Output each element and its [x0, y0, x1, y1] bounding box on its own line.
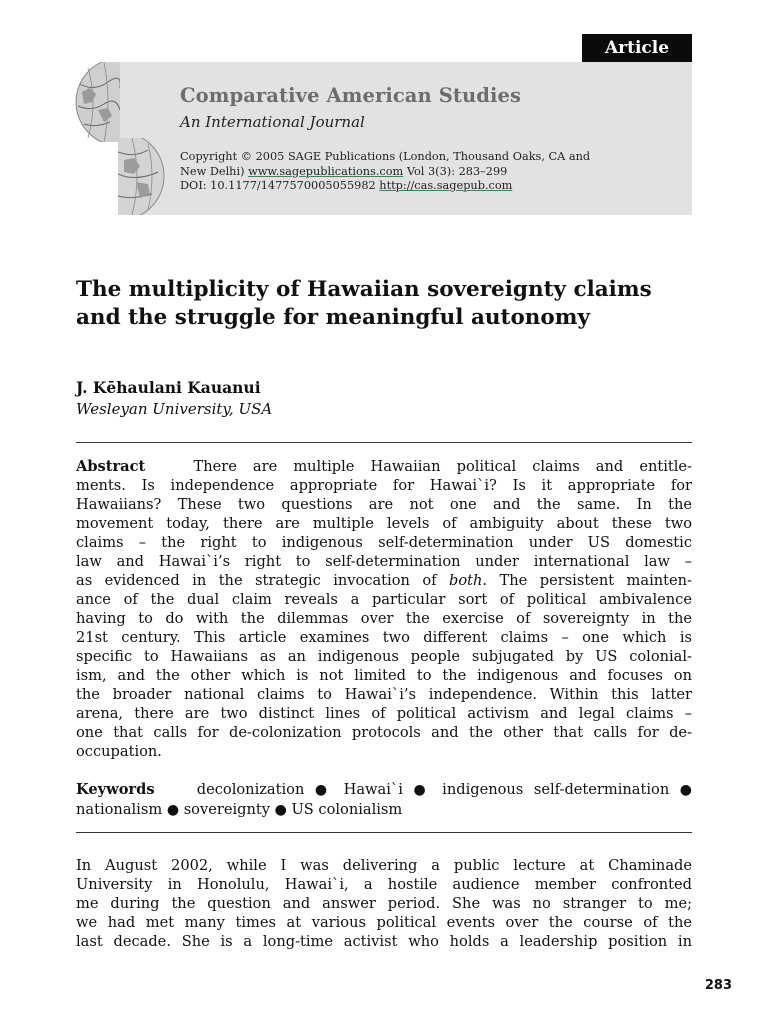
body-line: last decade. She is a long-time activist who holds a leadership position in [76, 933, 692, 950]
doi-line: DOI: 10.1177/1477570005055982 http://cas.sagepub.com [180, 179, 513, 192]
body-line: me during the question and answer period. She was no stranger to me; [76, 895, 692, 912]
abstract-line: arena, there are two distinct lines of political activism and legal claims – [76, 705, 692, 722]
journal-subtitle: An International Journal [180, 113, 365, 131]
abstract-line: Abstract There are multiple Hawaiian political claims and entitle- [76, 458, 692, 475]
keyword: Hawai`i [343, 781, 403, 798]
keyword: nationalism [76, 801, 163, 818]
journal-title: Comparative American Studies [180, 84, 522, 107]
keyword: US colonialism [291, 801, 403, 818]
globe-emblem-bottom [118, 138, 166, 215]
keyword: indigenous self-determination [442, 781, 670, 798]
abstract-line: movement today, there are multiple levels of ambiguity about these two [76, 515, 692, 532]
abstract-line: occupation. [76, 743, 162, 760]
body-text [76, 856, 692, 951]
keywords-line: nationalism ● sovereignty ● US colonialism [76, 801, 403, 818]
article-type-badge: Article [582, 34, 692, 62]
abstract-line: 21st century. This article examines two different claims – one which is [76, 629, 692, 646]
author-affiliation: Wesleyan University, USA [76, 400, 273, 418]
abstract-line: specific to Hawaiians as an indigenous people subjugated by US colonial- [76, 648, 692, 665]
abstract-line: the broader national claims to Hawai`i’s independence. Within this latter [76, 686, 692, 703]
page-number: 283 [704, 978, 732, 993]
abstract [76, 457, 692, 761]
publisher-link[interactable]: www.sagepublications.com [248, 164, 404, 178]
abstract-line: Hawaiians? These two questions are not one and the same. In the [76, 496, 692, 513]
abstract-line: ance of the dual claim reveals a particular sort of political ambivalence [76, 591, 692, 608]
keywords-line: Keywords decolonization ● Hawai`i ● indigenous self-determination ● [76, 781, 693, 798]
article-title: The multiplicity of Hawaiian sovereignty claims and the struggle for meaningful autonomy [76, 277, 652, 330]
body-line: In August 2002, while I was delivering a public lecture at Chaminade [76, 857, 692, 874]
abstract-line: having to do with the dilemmas over the exercise of sovereignty in the [76, 610, 692, 627]
globe-emblem-top [74, 62, 120, 142]
keywords [76, 780, 692, 820]
keyword: sovereignty [183, 801, 270, 818]
abstract-line: as evidenced in the strategic invocation of both. The persistent mainten- [76, 572, 692, 589]
abstract-line: one that calls for de-colonization protocols and the other that calls for de- [76, 724, 692, 741]
abstract-label: Abstract [76, 458, 146, 475]
publisher-line: New Delhi) www.sagepublications.com Vol 3(3): 283–299 [180, 164, 508, 178]
copyright-line: Copyright © 2005 SAGE Publications (London, Thousand Oaks, CA and [180, 150, 591, 163]
abstract-line: law and Hawai`i’s right to self-determination under international law – [76, 553, 692, 570]
divider-top [76, 442, 692, 443]
author-name: J. Kēhaulani Kauanui [76, 378, 261, 397]
divider-bottom [76, 832, 692, 833]
abstract-line: ism, and the other which is not limited to the indigenous and focuses on [76, 667, 692, 684]
body-line: we had met many times at various political events over the course of the [76, 914, 692, 931]
body-line: University in Honolulu, Hawai`i, a hostile audience member confronted [76, 876, 692, 893]
journal-link[interactable]: http://cas.sagepub.com [379, 179, 513, 192]
abstract-line: ments. Is independence appropriate for Hawai`i? Is it appropriate for [76, 477, 692, 494]
copyright-block [180, 150, 590, 194]
abstract-line: claims – the right to indigenous self-determination under US domestic [76, 534, 692, 551]
keywords-label: Keywords [76, 781, 155, 798]
keyword: decolonization [196, 781, 305, 798]
